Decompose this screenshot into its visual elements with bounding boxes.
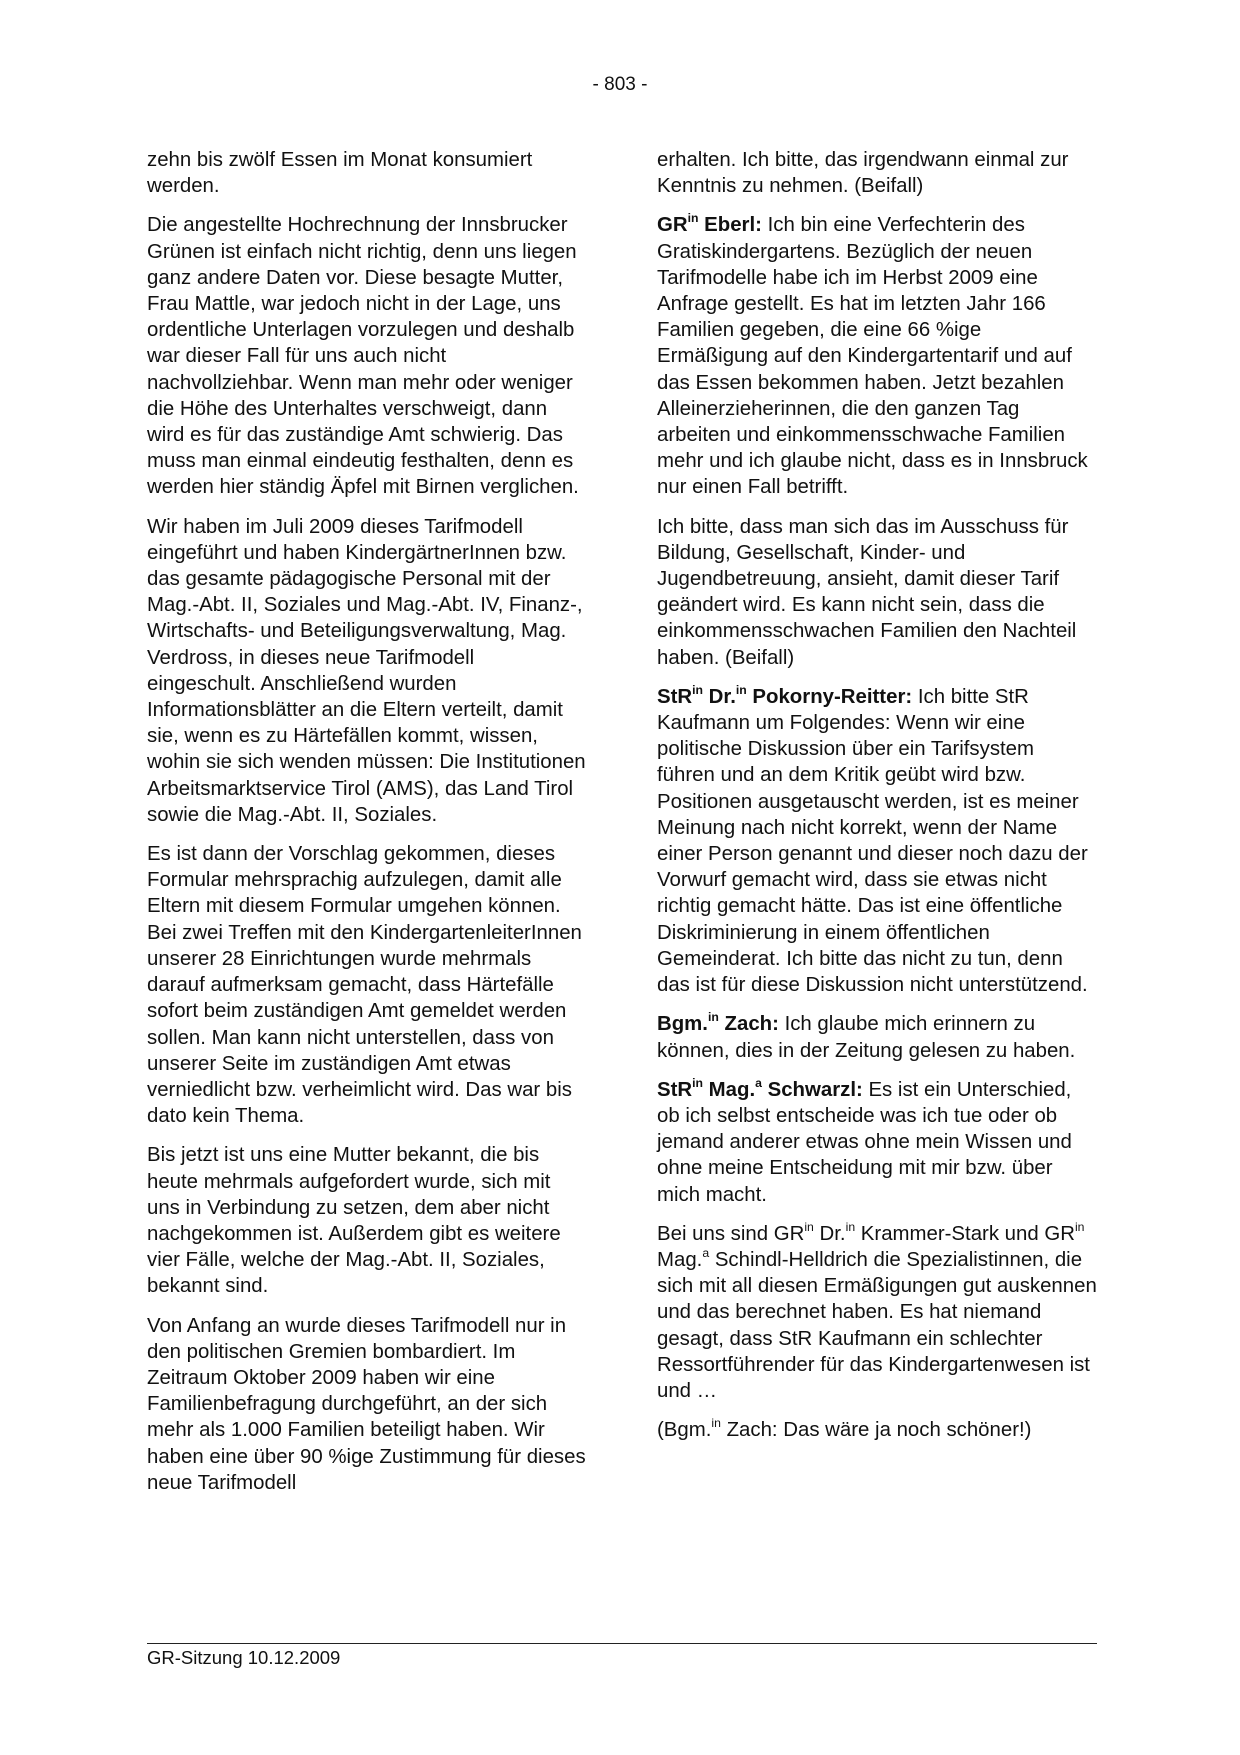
speech-text: Ich glaube mich erinnern zu können, dies in der Zeitung gelesen zu haben.: [657, 1013, 1076, 1062]
footer-divider: [147, 1643, 1097, 1644]
paragraph: Es ist dann der Vorschlag gekommen, dieses Formular mehrsprachig aufzulegen, damit alle Eltern mit diesem Formular umgehen können. Bei zwei Treffen mit den KindergartenleiterInnen unserer 28 Einrichtungen wurde mehrmals darauf aufmerksam gemacht, dass Härtefälle sofort beim zuständigen Amt gemeldet werden sollen. Man kann nicht unterstellen, dass von unserer Seite im zuständigen Amt etwas verniedlicht bzw. verheimlicht wird. Das war bis dato kein Thema.: [147, 843, 582, 1128]
speaker-name: StR$^{in}$ Dr.$^{in}$ Pokorny-Reitter:: [657, 682, 913, 708]
speech-pokorny-reitter: [657, 684, 1097, 998]
left-column: [147, 147, 587, 1509]
paragraph: Bei uns sind $GR^{in}$ Dr.$^{in}$ Krammer-Stark und $GR^{in}$ Mag.$^a$ Schindl-Helldrich die Spezialistinnen, die sich mit all diesen Ermäßigungen gut auskennen und das berechnet haben. Es hat niemand gesagt, dass StR Kaufmann ein schlechter Ressortführender für das Kindergartenwesen ist und …: [657, 1219, 1097, 1402]
paragraph: Wir haben im Juli 2009 dieses Tarifmodell eingeführt und haben KindergärtnerInnen bzw. das gesamte pädagogische Personal mit der Mag.-Abt. II, Soziales und Mag.-Abt. IV, Finanz-, Wirtschafts- und Beteiligungsverwaltung, Mag. Verdross, in dieses neue Tarifmodell eingeschult. Anschließend wurden Informationsblätter an die Eltern verteilt, damit sie, wenn es zu Härtefällen kommt, wissen, wohin sie sich wenden müssen: Die Institutionen Arbeitsmarktservice Tirol (AMS), das Land Tirol sowie die Mag.-Abt. II, Soziales.: [147, 515, 586, 826]
paragraph: Die angestellte Hochrechnung der Innsbrucker Grünen ist einfach nicht richtig, denn uns liegen ganz andere Daten vor. Diese besagte Mutter, Frau Mattle, war jedoch nicht in der Lage, uns ordentliche Unterlagen vorzulegen und deshalb war dieser Fall für uns auch nicht nachvollziehbar. Wenn man mehr oder weniger die Höhe des Unterhaltes verschweigt, dann wird es für das zuständige Amt schwierig. Das muss man einmal eindeutig festhalten, denn es werden hier ständig Äpfel mit Birnen verglichen.: [147, 214, 579, 499]
speech-text: Es ist ein Unterschied, ob ich selbst entscheide was ich tue oder ob jemand anderer etwas ohne mein Wissen und ohne meine Entscheidung mit mir bzw. über mich macht.: [657, 1078, 1072, 1206]
speech-zach: [657, 1011, 1097, 1063]
paragraph: Bis jetzt ist uns eine Mutter bekannt, die bis heute mehrmals aufgefordert wurde, sich mit uns in Verbindung zu setzen, dem aber nicht nachgekommen ist. Außerdem gibt es weitere vier Fälle, welche der Mag.-Abt. II, Soziales, bekannt sind.: [147, 1144, 561, 1298]
interjection: (Bgm.$^{in}$ Zach: Das wäre ja noch schöner!): [657, 1415, 1032, 1442]
page-number: - 803 -: [592, 74, 648, 95]
paragraph: Von Anfang an wurde dieses Tarifmodell nur in den politischen Gremien bombardiert. Im Zeitraum Oktober 2009 haben wir eine Familienbefragung durchgeführt, an der sich mehr als 1.000 Familien beteiligt haben. Wir haben eine über 90 %ige Zustimmung für dieses neue Tarifmodell: [147, 1314, 586, 1494]
speech-text: Ich bitte StR Kaufmann um Folgendes: Wenn wir eine politische Diskussion über ein Tarifsystem führen und an dem Kritik geübt wird bzw. Positionen ausgetauscht werden, ist es meiner Meinung nach nicht korrekt, wenn der Name einer Person genannt und dieser noch dazu der Vorwurf gemacht wird, dass sie etwas nicht richtig gemacht hätte. Das ist eine öffentliche Diskriminierung in einem öffentlichen Gemeinderat. Ich bitte das nicht zu tun, denn das ist für diese Diskussion nicht unterstützend.: [657, 685, 1088, 997]
paragraph: erhalten. Ich bitte, das irgendwann einmal zur Kenntnis zu nehmen. (Beifall): [657, 149, 1069, 198]
footer-text: GR-Sitzung 10.12.2009: [147, 1647, 341, 1668]
speaker-name: $GR^{in}$ Eberl:: [657, 211, 762, 237]
right-column: [657, 147, 1097, 1456]
speech-eberl: [657, 212, 1097, 500]
speech-text: Ich bin eine Verfechterin des Gratiskindergartens. Bezüglich der neuen Tarifmodelle habe ich im Herbst 2009 eine Anfrage gestellt. Es hat im letzten Jahr 166 Familien gegeben, die eine 66 %ige Ermäßigung auf den Kindergartentarif und auf das Essen bekommen haben. Jetzt bezahlen Alleinerzieherinnen, die den ganzen Tag arbeiten und einkommensschwache Familien mehr und ich glaube nicht, dass es in Innsbruck nur einen Fall betrifft.: [657, 214, 1088, 499]
speaker-name: Bgm.$^{in}$ Zach:: [657, 1010, 779, 1036]
paragraph: Ich bitte, dass man sich das im Ausschuss für Bildung, Gesellschaft, Kinder- und Jugendbetreuung, ansieht, damit dieser Tarif geändert wird. Es kann nicht sein, dass die einkommensschwachen Familien den Nachteil haben. (Beifall): [657, 515, 1077, 669]
speech-schwarzl: [657, 1077, 1097, 1208]
paragraph: zehn bis zwölf Essen im Monat konsumiert werden.: [147, 149, 533, 198]
speaker-name: StR$^{in}$ Mag.$^a$ Schwarzl:: [657, 1075, 863, 1101]
